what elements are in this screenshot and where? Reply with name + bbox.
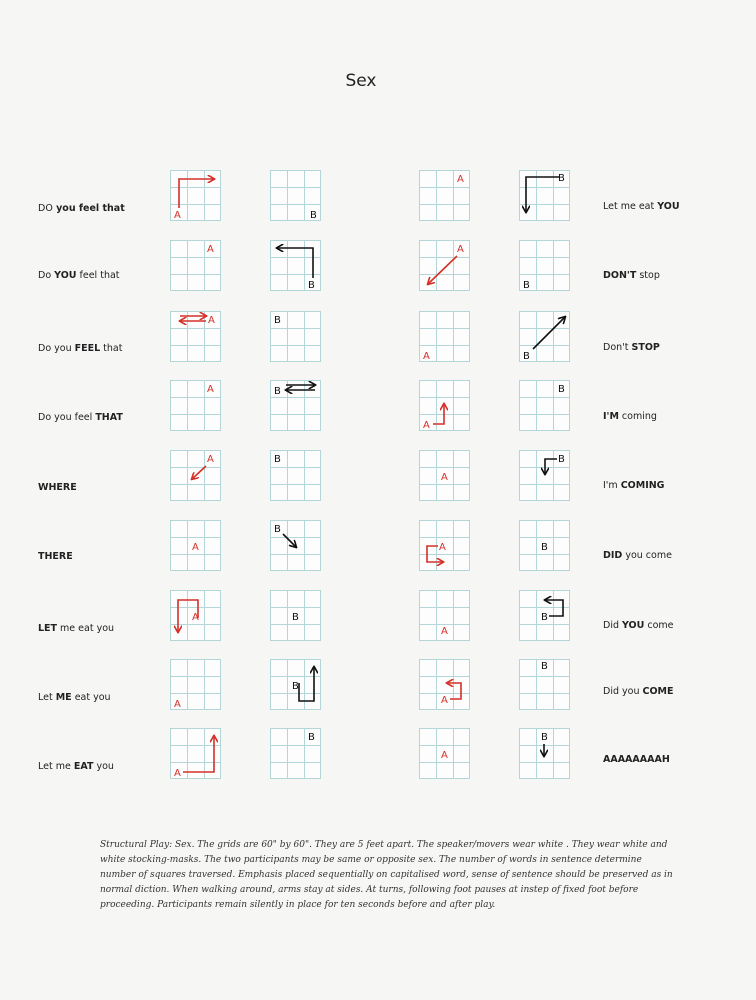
participant-b-marker: B [274,524,281,535]
movement-grid [170,728,221,779]
participant-b-marker: B [274,315,281,326]
play-row [0,728,756,788]
movement-grid [419,590,470,641]
participant-b-marker: B [308,280,315,291]
participant-a-path-arrow [192,466,206,479]
movement-grid [519,380,570,431]
participant-b-marker: B [310,210,317,221]
participant-a-path-arrow [447,683,461,699]
emphasized-word: STOP [631,342,660,353]
movement-drawing [170,311,221,362]
movement-drawing [270,590,321,641]
movement-grid [270,170,321,221]
left-sentence [38,623,114,634]
left-sentence [38,761,114,772]
sentence-text: Do you feel [38,412,96,423]
right-sentence [603,342,660,353]
right-sentence [603,201,680,212]
emphasized-word: COMING [620,480,665,491]
movement-drawing [419,659,470,710]
movement-drawing [170,659,221,710]
participant-a-path-arrow [428,256,457,284]
movement-drawing [419,728,470,779]
participant-b-marker: B [541,732,548,743]
participant-a-marker: A [174,699,181,710]
movement-drawing [419,170,470,221]
participant-a-marker: A [174,210,181,221]
movement-grid [170,240,221,291]
movement-grid [419,380,470,431]
movement-grid [419,311,470,362]
right-sentence [603,550,672,561]
sentence-text: Don't [603,342,632,353]
movement-grid [170,590,221,641]
sentence-text: you come [622,550,672,561]
participant-a-marker: A [208,315,215,326]
sentence-text: Did you [603,686,643,697]
movement-grid [519,170,570,221]
movement-drawing [270,520,321,571]
participant-a-marker: A [174,768,181,779]
participant-b-marker: B [523,280,530,291]
movement-grid [270,590,321,641]
movement-grid [170,659,221,710]
left-sentence [38,692,111,703]
left-sentence [38,203,125,214]
movement-drawing [519,590,570,641]
movement-drawing [270,311,321,362]
participant-a-path-arrow [183,736,214,772]
movement-grid [270,728,321,779]
participant-b-marker: B [308,732,315,743]
sentence-text: feel that [76,270,120,281]
movement-drawing [170,170,221,221]
sentence-text: stop [636,270,660,281]
emphasized-word: THERE [38,551,73,562]
sentence-text: me eat you [57,623,115,634]
left-sentence [38,270,120,281]
emphasized-word: YOU [657,201,680,212]
sentence-text: Let [38,692,56,703]
participant-b-marker: B [541,542,548,553]
movement-drawing [170,380,221,431]
movement-drawing [270,659,321,710]
sentence-text: DO [38,203,53,214]
participant-b-marker: B [292,612,299,623]
sentence-text: eat you [71,692,111,703]
play-row [0,590,756,650]
emphasized-word: FEEL [74,343,101,354]
participant-b-marker: B [541,661,548,672]
movement-drawing [519,450,570,501]
left-sentence [38,482,77,493]
movement-drawing [419,240,470,291]
movement-grid [270,520,321,571]
movement-grid [519,240,570,291]
movement-grid [519,590,570,641]
participant-b-path-arrow [533,317,565,349]
movement-drawing [170,450,221,501]
participant-b-marker: B [274,454,281,465]
movement-drawing [519,659,570,710]
play-row [0,520,756,580]
participant-b-path-arrow [299,667,314,701]
movement-drawing [270,240,321,291]
participant-a-marker: A [192,612,199,623]
play-row [0,240,756,300]
movement-grid [270,380,321,431]
participant-b-path-arrow [545,459,557,474]
sentence-text: Let me [38,761,74,772]
movement-grid [170,380,221,431]
movement-drawing [270,728,321,779]
participant-a-marker: A [192,542,199,553]
left-sentence [38,412,123,423]
movement-grid [419,450,470,501]
movement-drawing [170,520,221,571]
movement-grid [419,728,470,779]
emphasized-word: YOU [622,620,645,631]
movement-drawing [270,170,321,221]
play-description: Structural Play: Sex. The grids are 60" by 60". They are 5 feet apart. The speaker/movers wear white . They wear white and white stocking-masks. The two participants may be same or opposite sex. The number of words in sentence determine number of squares traversed. Emphasis placed sequentially on capitalised word, sense of sentence should be preserved as in normal diction. When walking around, arms stay at sides. At turns, following foot pauses at instep of fixed foot before proceeding. Participants remain silently in place for ten seconds before and after play. [100,840,673,910]
sentence-text: come [644,620,674,631]
participant-b-marker: B [541,612,548,623]
movement-grid [270,311,321,362]
movement-drawing [519,240,570,291]
play-row [0,311,756,371]
movement-drawing [419,380,470,431]
movement-grid [419,520,470,571]
participant-a-marker: A [457,244,464,255]
participant-a-marker: A [441,626,448,637]
emphasized-word: WHERE [38,482,77,493]
emphasized-word: DON'T [603,270,637,281]
participant-a-marker: A [207,244,214,255]
emphasized-word: YOU [54,270,77,281]
left-sentence [38,343,122,354]
participant-a-marker: A [439,542,446,553]
movement-drawing [519,380,570,431]
participant-a-marker: A [441,750,448,761]
emphasized-word: LET [38,623,58,634]
emphasized-word: ME [55,692,72,703]
movement-drawing [170,590,221,641]
movement-grid [170,311,221,362]
emphasized-word: DID [603,550,623,561]
participant-a-path-arrow [179,179,214,208]
participant-b-marker: B [558,384,565,395]
participant-a-marker: A [423,351,430,362]
emphasized-word: you feel that [52,203,125,214]
sentence-text: Do [38,270,55,281]
right-sentence [603,754,670,765]
participant-b-marker: B [292,681,299,692]
play-row [0,450,756,510]
sentence-text: I'm [603,480,621,491]
movement-grid [519,520,570,571]
movement-grid [170,170,221,221]
movement-grid [419,170,470,221]
movement-grid [419,240,470,291]
right-sentence [603,686,673,697]
sentence-text: you [93,761,114,772]
movement-grid [419,659,470,710]
movement-drawing [419,450,470,501]
page-title: Sex [345,71,377,91]
movement-grid [170,450,221,501]
sentence-text: Do you [38,343,75,354]
sentence-text: coming [618,411,657,422]
movement-drawing [519,170,570,221]
participant-a-marker: A [207,384,214,395]
sentence-text: Let me eat [603,201,658,212]
participant-a-marker: A [457,174,464,185]
movement-drawing [419,311,470,362]
sentence-text: Did [603,620,623,631]
right-sentence [603,411,657,422]
participant-a-marker: A [207,454,214,465]
movement-drawing [270,450,321,501]
participant-b-path-arrow [283,534,296,547]
play-row [0,170,756,230]
movement-drawing [270,380,321,431]
movement-drawing [519,520,570,571]
movement-drawing [519,728,570,779]
movement-grid [270,240,321,291]
movement-grid [270,450,321,501]
participant-b-path-arrow [526,177,559,212]
movement-grid [519,728,570,779]
movement-drawing [170,240,221,291]
play-row [0,659,756,719]
participant-a-marker: A [441,472,448,483]
participant-b-marker: B [558,454,565,465]
participant-b-marker: B [558,173,565,184]
movement-grid [519,450,570,501]
participant-a-path-arrow [433,404,444,424]
emphasized-word: I'M [603,411,619,422]
movement-drawing [419,590,470,641]
participant-b-marker: B [523,351,530,362]
movement-grid [270,659,321,710]
movement-drawing [170,728,221,779]
movement-drawing [419,520,470,571]
right-sentence [603,620,674,631]
emphasized-word: THAT [95,412,123,423]
emphasized-word: COME [642,686,674,697]
emphasized-word: AAAAAAAAH [603,754,670,765]
movement-grid [519,311,570,362]
play-row [0,380,756,440]
participant-b-path-arrow [277,248,313,278]
movement-grid [170,520,221,571]
movement-drawing [519,311,570,362]
participant-a-marker: A [441,695,448,706]
right-sentence [603,270,660,281]
movement-grid [519,659,570,710]
left-sentence [38,551,73,562]
sentence-text: that [100,343,123,354]
participant-a-marker: A [423,420,430,431]
emphasized-word: EAT [73,761,94,772]
right-sentence [603,480,664,491]
participant-b-marker: B [274,386,281,397]
